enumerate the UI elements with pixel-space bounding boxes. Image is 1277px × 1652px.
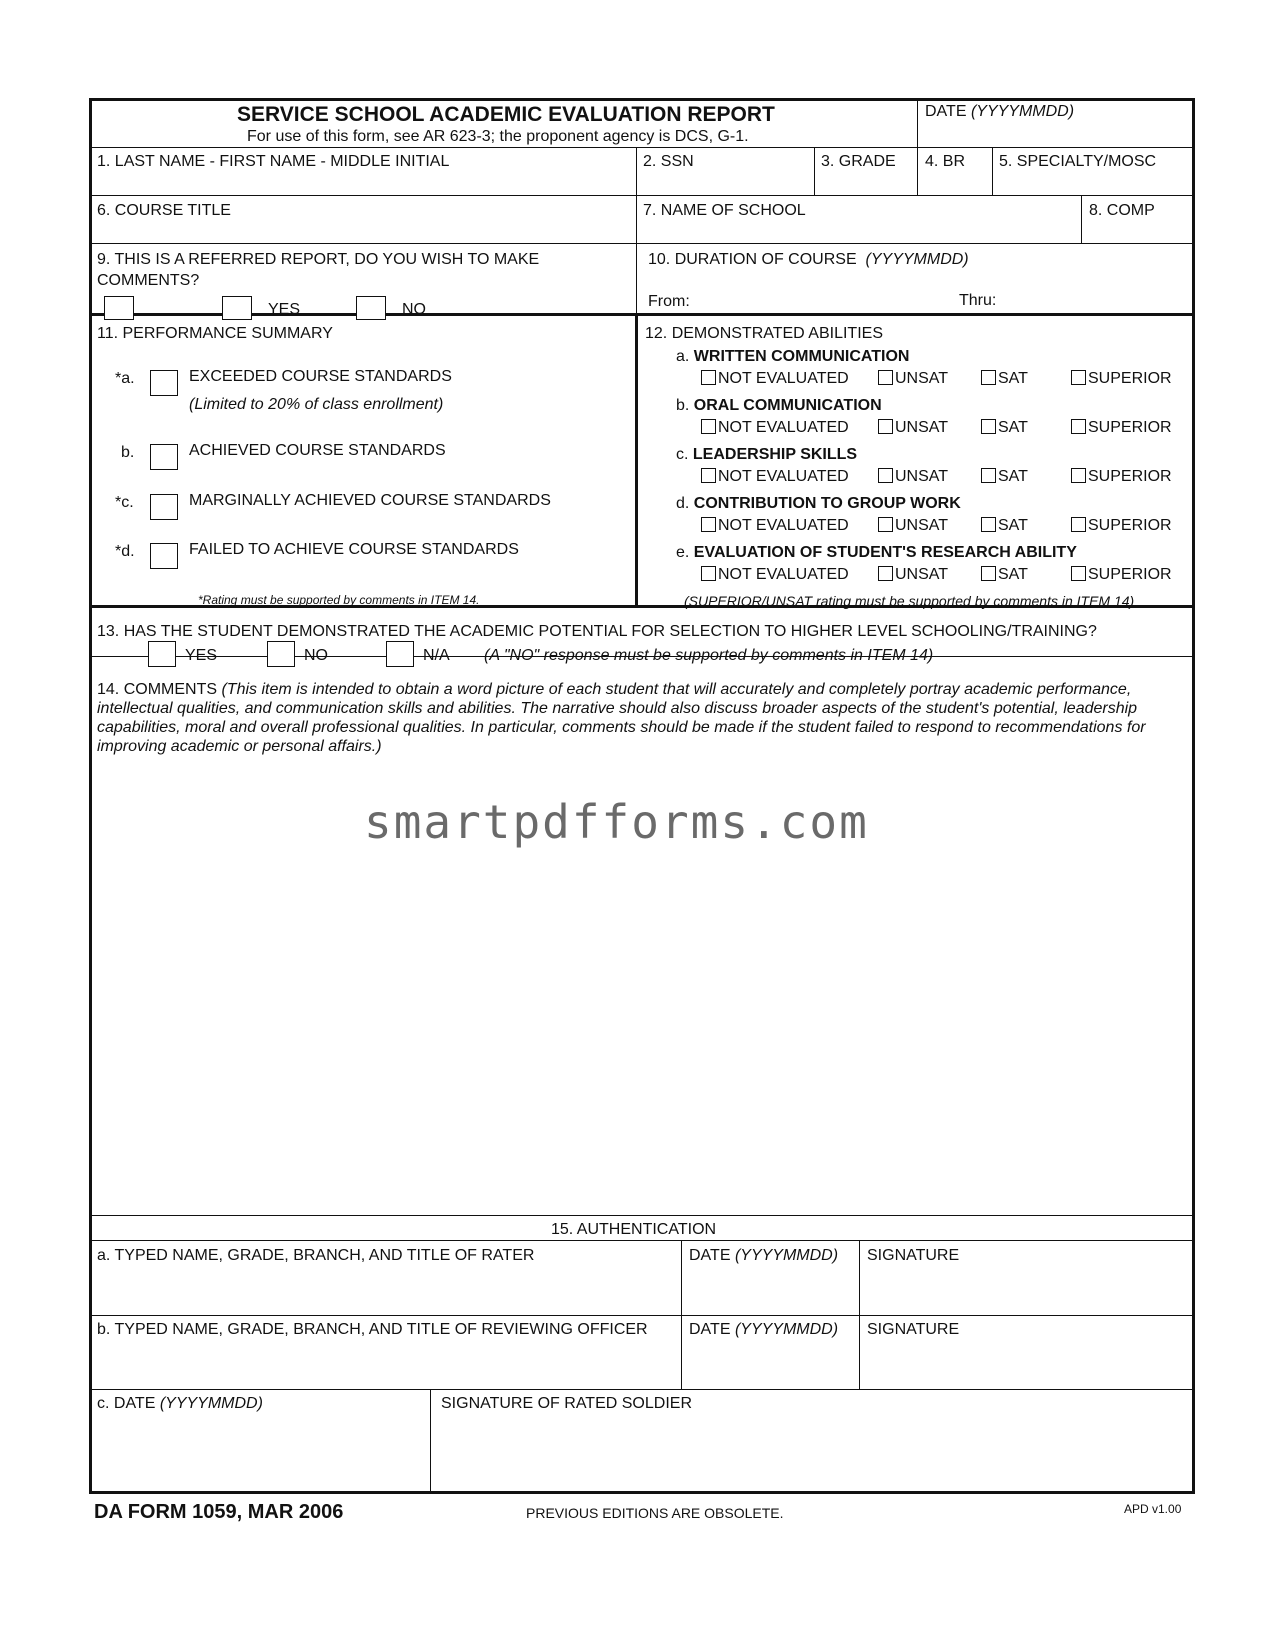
rule	[917, 98, 918, 147]
date-format: (YYYYMMDD)	[734, 1247, 839, 1264]
ability-a-superior-checkbox[interactable]	[1071, 370, 1086, 385]
course-title-field-label[interactable]: 6. COURSE TITLE	[97, 202, 231, 219]
ability-d-superior-checkbox[interactable]	[1071, 517, 1086, 532]
potential-note: (A "NO" response must be supported by comments in ITEM 14)	[484, 647, 934, 664]
option-label: SAT	[998, 370, 1028, 387]
potential-yes-checkbox[interactable]	[148, 641, 176, 667]
option-label: UNSAT	[895, 468, 949, 485]
duration-label	[648, 251, 969, 269]
date-field-label[interactable]	[925, 103, 1074, 121]
reviewer-name-field-label[interactable]: b. TYPED NAME, GRADE, BRANCH, AND TITLE OF REVIEWING OFFICER	[97, 1321, 648, 1338]
referred-yes-checkbox[interactable]	[222, 296, 252, 320]
referred-yes-label: YES	[268, 301, 301, 318]
ability-b-label: ORAL COMMUNICATION	[693, 397, 882, 414]
ability-d-sat-checkbox[interactable]	[981, 517, 996, 532]
watermark: smartpdfforms.com	[364, 795, 869, 849]
school-name-field-label[interactable]: 7. NAME OF SCHOOL	[643, 202, 806, 219]
ability-d-title	[676, 495, 961, 513]
rule	[636, 147, 637, 313]
performance-key-b: b.	[121, 444, 135, 461]
date-label: DATE	[689, 1247, 731, 1264]
referred-question-line1: 9. THIS IS A REFERRED REPORT, DO YOU WISH TO MAKE	[97, 251, 540, 268]
reviewer-signature-field-label[interactable]: SIGNATURE	[867, 1321, 960, 1338]
comments-label: 14. COMMENTS	[97, 681, 218, 698]
performance-key-a: *a.	[115, 370, 135, 387]
rule	[89, 1315, 1195, 1316]
rule	[681, 1240, 682, 1389]
potential-na-label: N/A	[423, 647, 450, 664]
ability-c-key: c.	[676, 446, 689, 463]
option-label: UNSAT	[895, 517, 949, 534]
referred-no-checkbox[interactable]	[356, 296, 386, 320]
soldier-date-field-label[interactable]	[97, 1395, 263, 1413]
ability-d-key: d.	[676, 495, 690, 512]
comp-field-label[interactable]: 8. COMP	[1089, 202, 1155, 219]
duration-format: (YYYYMMDD)	[865, 251, 969, 268]
date-format: (YYYYMMDD)	[970, 103, 1075, 120]
date-format: (YYYYMMDD)	[159, 1395, 263, 1412]
ability-c-superior-checkbox[interactable]	[1071, 468, 1086, 483]
performance-checkbox-d[interactable]	[150, 543, 178, 569]
date-label: DATE	[925, 103, 967, 120]
option-label: NOT EVALUATED	[718, 370, 849, 387]
ability-e-superior-checkbox[interactable]	[1071, 566, 1086, 581]
rater-date-field-label[interactable]	[689, 1247, 838, 1265]
ssn-field-label[interactable]: 2. SSN	[643, 153, 694, 170]
reviewer-date-field-label[interactable]	[689, 1321, 838, 1339]
rater-signature-field-label[interactable]: SIGNATURE	[867, 1247, 960, 1264]
rule	[1081, 195, 1082, 243]
option-label: SUPERIOR	[1088, 517, 1172, 534]
date-format: (YYYYMMDD)	[734, 1321, 839, 1338]
rule	[89, 1240, 1195, 1241]
specialty-field-label[interactable]: 5. SPECIALTY/MOSC	[999, 153, 1157, 170]
referred-blank-checkbox[interactable]	[104, 296, 134, 320]
performance-key-d: *d.	[115, 543, 135, 560]
rater-name-field-label[interactable]: a. TYPED NAME, GRADE, BRANCH, AND TITLE OF RATER	[97, 1247, 535, 1264]
performance-label-b: ACHIEVED COURSE STANDARDS	[189, 442, 446, 459]
ability-a-key: a.	[676, 348, 690, 365]
option-label: NOT EVALUATED	[718, 419, 849, 436]
option-label: NOT EVALUATED	[718, 566, 849, 583]
potential-no-checkbox[interactable]	[267, 641, 295, 667]
ability-b-sat-checkbox[interactable]	[981, 419, 996, 434]
performance-checkbox-c[interactable]	[150, 494, 178, 520]
ability-e-title	[676, 544, 1077, 562]
soldier-signature-field-label[interactable]: SIGNATURE OF RATED SOLDIER	[441, 1395, 692, 1412]
potential-no-label: NO	[304, 647, 328, 664]
version-label: APD v1.00	[1124, 1502, 1182, 1516]
form-id: DA FORM 1059, MAR 2006	[94, 1501, 344, 1523]
grade-field-label[interactable]: 3. GRADE	[821, 153, 896, 170]
name-field-label[interactable]: 1. LAST NAME - FIRST NAME - MIDDLE INITIAL	[97, 153, 450, 170]
form-subtitle: For use of this form, see AR 623-3; the proponent agency is DCS, G-1.	[247, 128, 749, 145]
ability-e-sat-checkbox[interactable]	[981, 566, 996, 581]
form-title: SERVICE SCHOOL ACADEMIC EVALUATION REPORT	[237, 103, 775, 126]
comments-instructions-text: (This item is intended to obtain a word picture of each student that will accurately and completely portray academic performance, intellectual qualities, and communication skills and abilities. The narrative should also discuss broader aspects of the student's potential, leadership capabilities, moral and overall professional qualities. In particular, comments should be made if the student failed to respond to recommendations for improving academic or personal affairs.)	[97, 681, 1146, 755]
option-label: SUPERIOR	[1088, 370, 1172, 387]
potential-na-checkbox[interactable]	[386, 641, 414, 667]
authentication-heading: 15. AUTHENTICATION	[551, 1221, 717, 1238]
rule	[917, 147, 918, 195]
performance-checkbox-b[interactable]	[150, 444, 178, 470]
option-label: SAT	[998, 419, 1028, 436]
option-label: SUPERIOR	[1088, 419, 1172, 436]
abilities-footnote: (SUPERIOR/UNSAT rating must be supported by comments in ITEM 14)	[684, 593, 1135, 609]
ability-a-label: WRITTEN COMMUNICATION	[693, 348, 910, 365]
rule	[89, 313, 1195, 316]
ability-e-label: EVALUATION OF STUDENT'S RESEARCH ABILITY	[693, 544, 1077, 561]
option-label: SAT	[998, 566, 1028, 583]
date-label: c. DATE	[97, 1395, 156, 1412]
rule	[635, 313, 638, 605]
option-label: SUPERIOR	[1088, 566, 1172, 583]
ability-d-label: CONTRIBUTION TO GROUP WORK	[693, 495, 961, 512]
duration-text: 10. DURATION OF COURSE	[648, 251, 857, 268]
duration-thru-label[interactable]: Thru:	[959, 292, 997, 309]
ability-a-not-evaluated-checkbox[interactable]	[701, 370, 716, 385]
rule	[89, 147, 1195, 148]
obsolete-notice: PREVIOUS EDITIONS ARE OBSOLETE.	[526, 1505, 784, 1521]
performance-footnote: *Rating must be supported by comments in ITEM 14.	[198, 593, 480, 607]
comments-instructions	[97, 680, 1187, 756]
date-label: DATE	[689, 1321, 731, 1338]
ability-b-not-evaluated-checkbox[interactable]	[701, 419, 716, 434]
ability-c-title	[676, 446, 857, 464]
referred-no-label: NO	[402, 301, 426, 318]
branch-field-label[interactable]: 4. BR	[925, 153, 966, 170]
option-label: NOT EVALUATED	[718, 468, 849, 485]
duration-from-label[interactable]: From:	[648, 293, 690, 310]
potential-question: 13. HAS THE STUDENT DEMONSTRATED THE ACADEMIC POTENTIAL FOR SELECTION TO HIGHER LEVEL SCHOOLING/TRAINING?	[97, 623, 1097, 640]
rule	[89, 243, 1195, 244]
ability-a-title	[676, 348, 909, 366]
rule	[992, 147, 993, 195]
performance-label-c: MARGINALLY ACHIEVED COURSE STANDARDS	[189, 492, 551, 509]
option-label: SUPERIOR	[1088, 468, 1172, 485]
ability-b-superior-checkbox[interactable]	[1071, 419, 1086, 434]
option-label: UNSAT	[895, 419, 949, 436]
ability-b-unsat-checkbox[interactable]	[878, 419, 893, 434]
referred-question-line2: COMMENTS?	[97, 272, 200, 289]
performance-limit-note: (Limited to 20% of class enrollment)	[189, 396, 444, 413]
ability-c-not-evaluated-checkbox[interactable]	[701, 468, 716, 483]
rule	[89, 1389, 1195, 1390]
ability-c-label: LEADERSHIP SKILLS	[692, 446, 858, 463]
ability-c-unsat-checkbox[interactable]	[878, 468, 893, 483]
potential-yes-label: YES	[185, 647, 218, 664]
ability-b-title	[676, 397, 882, 415]
performance-label-d: FAILED TO ACHIEVE COURSE STANDARDS	[189, 541, 519, 558]
abilities-heading: 12. DEMONSTRATED ABILITIES	[645, 325, 883, 342]
ability-e-unsat-checkbox[interactable]	[878, 566, 893, 581]
ability-e-not-evaluated-checkbox[interactable]	[701, 566, 716, 581]
option-label: UNSAT	[895, 370, 949, 387]
rule	[814, 147, 815, 195]
rule	[89, 195, 1195, 196]
performance-label-a: EXCEEDED COURSE STANDARDS	[189, 368, 452, 385]
rule	[430, 1389, 431, 1494]
performance-heading: 11. PERFORMANCE SUMMARY	[97, 325, 333, 342]
performance-checkbox-a[interactable]	[150, 370, 178, 396]
option-label: SAT	[998, 517, 1028, 534]
ability-d-unsat-checkbox[interactable]	[878, 517, 893, 532]
ability-d-not-evaluated-checkbox[interactable]	[701, 517, 716, 532]
ability-b-key: b.	[676, 397, 690, 414]
option-label: NOT EVALUATED	[718, 517, 849, 534]
performance-key-c: *c.	[115, 494, 134, 511]
ability-e-key: e.	[676, 544, 690, 561]
ability-a-unsat-checkbox[interactable]	[878, 370, 893, 385]
ability-a-sat-checkbox[interactable]	[981, 370, 996, 385]
rule	[89, 1215, 1195, 1216]
rule	[859, 1240, 860, 1389]
option-label: SAT	[998, 468, 1028, 485]
option-label: UNSAT	[895, 566, 949, 583]
ability-c-sat-checkbox[interactable]	[981, 468, 996, 483]
